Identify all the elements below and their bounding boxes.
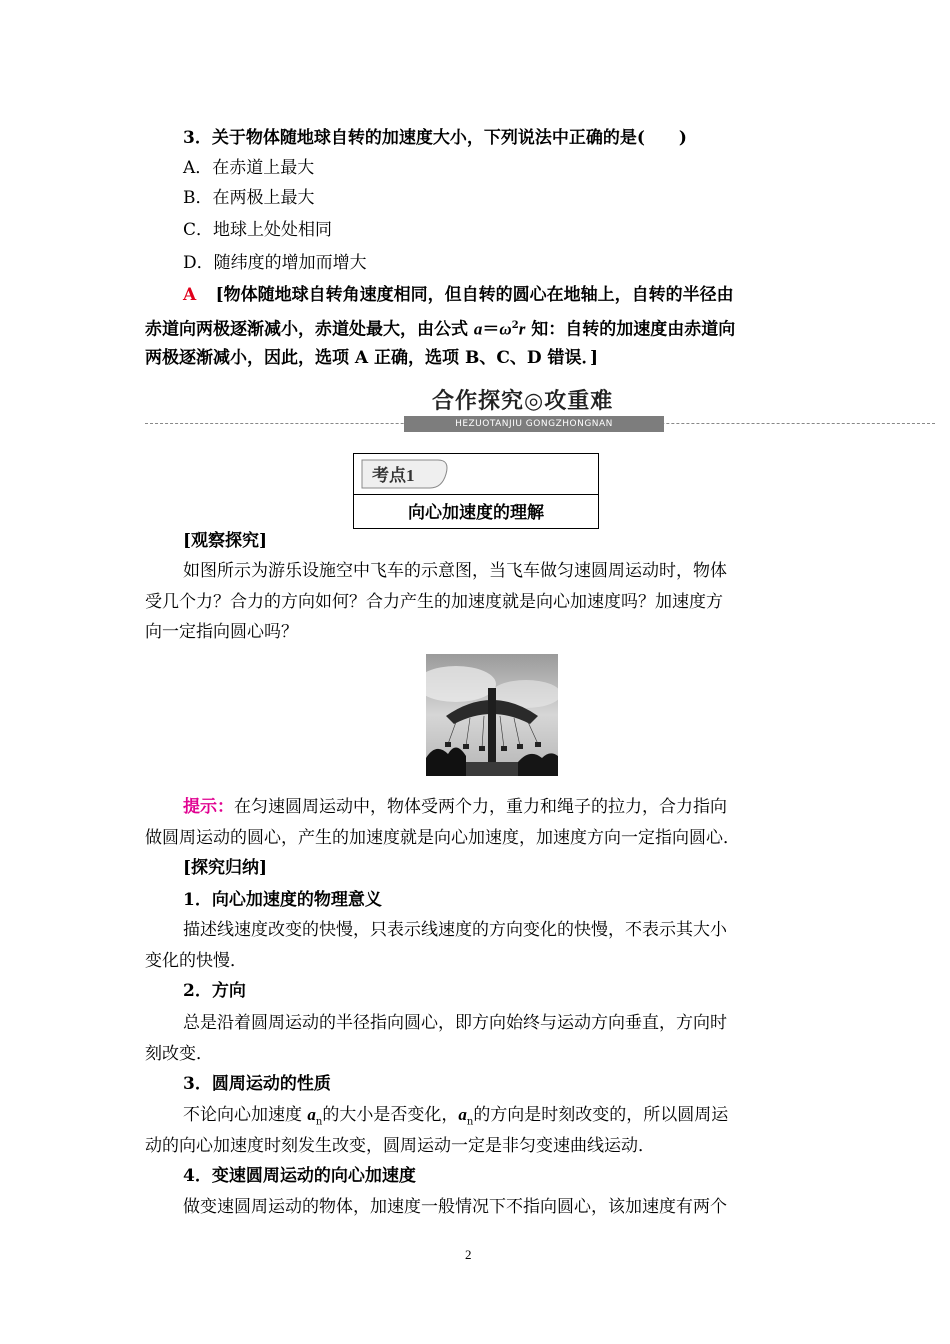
symbol-n-2: n bbox=[466, 1116, 474, 1128]
summary-2-title: 2．方向 bbox=[183, 981, 246, 1001]
formula-omega: ω bbox=[499, 319, 512, 339]
observe-line-2: 受几个力？合力的方向如何？合力产生的加速度就是向心加速度吗？加速度方 bbox=[145, 592, 723, 612]
summary-4-title: 4．变速圆周运动的向心加速度 bbox=[183, 1166, 416, 1186]
summary-3-line-1 bbox=[183, 1103, 728, 1134]
observe-heading: [观察探究] bbox=[183, 531, 268, 551]
answer-line-2 bbox=[145, 314, 735, 342]
hint-line-1 bbox=[183, 795, 727, 819]
summary-3-text-a: 不论向心加速度 bbox=[183, 1105, 302, 1125]
answer-line-1 bbox=[183, 283, 734, 307]
hint-label: 提示： bbox=[183, 797, 234, 817]
question-stem: 3．关于物体随地球自转的加速度大小，下列说法中正确的是( ) bbox=[183, 128, 687, 148]
summary-3-text-b: 的大小是否变化， bbox=[322, 1105, 459, 1125]
topic-box-header bbox=[354, 454, 598, 495]
formula-eq: ＝ bbox=[482, 319, 500, 340]
summary-2-line-1: 总是沿着圆周运动的半径指向圆心，即方向始终与运动方向垂直，方向时 bbox=[183, 1013, 727, 1033]
page-number: 2 bbox=[465, 1247, 472, 1262]
formula-r: r bbox=[518, 319, 526, 339]
section-banner-title: 合作探究◎攻重难 bbox=[432, 389, 614, 414]
hint-line-2: 做圆周运动的圆心，产生的加速度就是向心加速度，加速度方向一定指向圆心． bbox=[145, 828, 740, 848]
summary-4-line-1: 做变速圆周运动的物体，加速度一般情况下不指向圆心，该加速度有两个 bbox=[183, 1197, 727, 1217]
topic-box bbox=[353, 453, 599, 529]
summary-3-line-2: 动的向心加速度时刻发生改变，圆周运动一定是非匀变速曲线运动． bbox=[145, 1136, 655, 1156]
summary-heading: [探究归纳] bbox=[183, 858, 268, 878]
summary-1-title: 1．向心加速度的物理意义 bbox=[183, 890, 382, 910]
observe-line-3: 向一定指向圆心吗？ bbox=[145, 622, 298, 642]
flying-chair-ride-photo bbox=[426, 654, 558, 776]
answer-letter: A bbox=[183, 285, 197, 305]
hint-text-1: 在匀速圆周运动中，物体受两个力，重力和绳子的拉力，合力指向 bbox=[234, 797, 727, 817]
answer-text-1: [物体随地球自转角速度相同，但自转的圆心在地轴上，自转的半径由 bbox=[215, 285, 734, 305]
summary-1-line-1: 描述线速度改变的快慢，只表示线速度的方向变化的快慢，不表示其大小 bbox=[183, 920, 727, 940]
answer-text-2b: 知：自转的加速度由赤道向 bbox=[531, 319, 736, 340]
formula-sup: 2 bbox=[511, 320, 519, 331]
formula-a: a bbox=[473, 319, 483, 339]
option-d: D．随纬度的增加而增大 bbox=[183, 253, 367, 273]
topic-tag: 考点1 bbox=[372, 466, 415, 485]
symbol-n: n bbox=[315, 1116, 323, 1128]
option-b: B．在两极上最大 bbox=[183, 188, 315, 208]
summary-3-text-c: 的方向是时刻改变的，所以圆周运 bbox=[473, 1105, 729, 1125]
summary-2-line-2: 刻改变． bbox=[145, 1044, 213, 1064]
answer-line-3: 两极逐渐减小，因此，选项 A 正确，选项 B、C、D 错误．] bbox=[145, 348, 599, 368]
summary-3-title: 3．圆周运动的性质 bbox=[183, 1074, 331, 1094]
section-banner-subtitle: HEZUOTANJIU GONGZHONGNAN bbox=[404, 416, 664, 432]
option-a: A．在赤道上最大 bbox=[183, 158, 315, 178]
answer-text-2a: 赤道向两极逐渐减小，赤道处最大，由公式 bbox=[145, 319, 468, 340]
symbol-a: a bbox=[307, 1105, 316, 1124]
option-c: C．地球上处处相同 bbox=[183, 220, 333, 240]
symbol-a-2: a bbox=[458, 1105, 467, 1124]
summary-1-line-2: 变化的快慢． bbox=[145, 951, 247, 971]
topic-title: 向心加速度的理解 bbox=[408, 503, 544, 523]
observe-line-1: 如图所示为游乐设施空中飞车的示意图，当飞车做匀速圆周运动时，物体 bbox=[183, 561, 727, 581]
